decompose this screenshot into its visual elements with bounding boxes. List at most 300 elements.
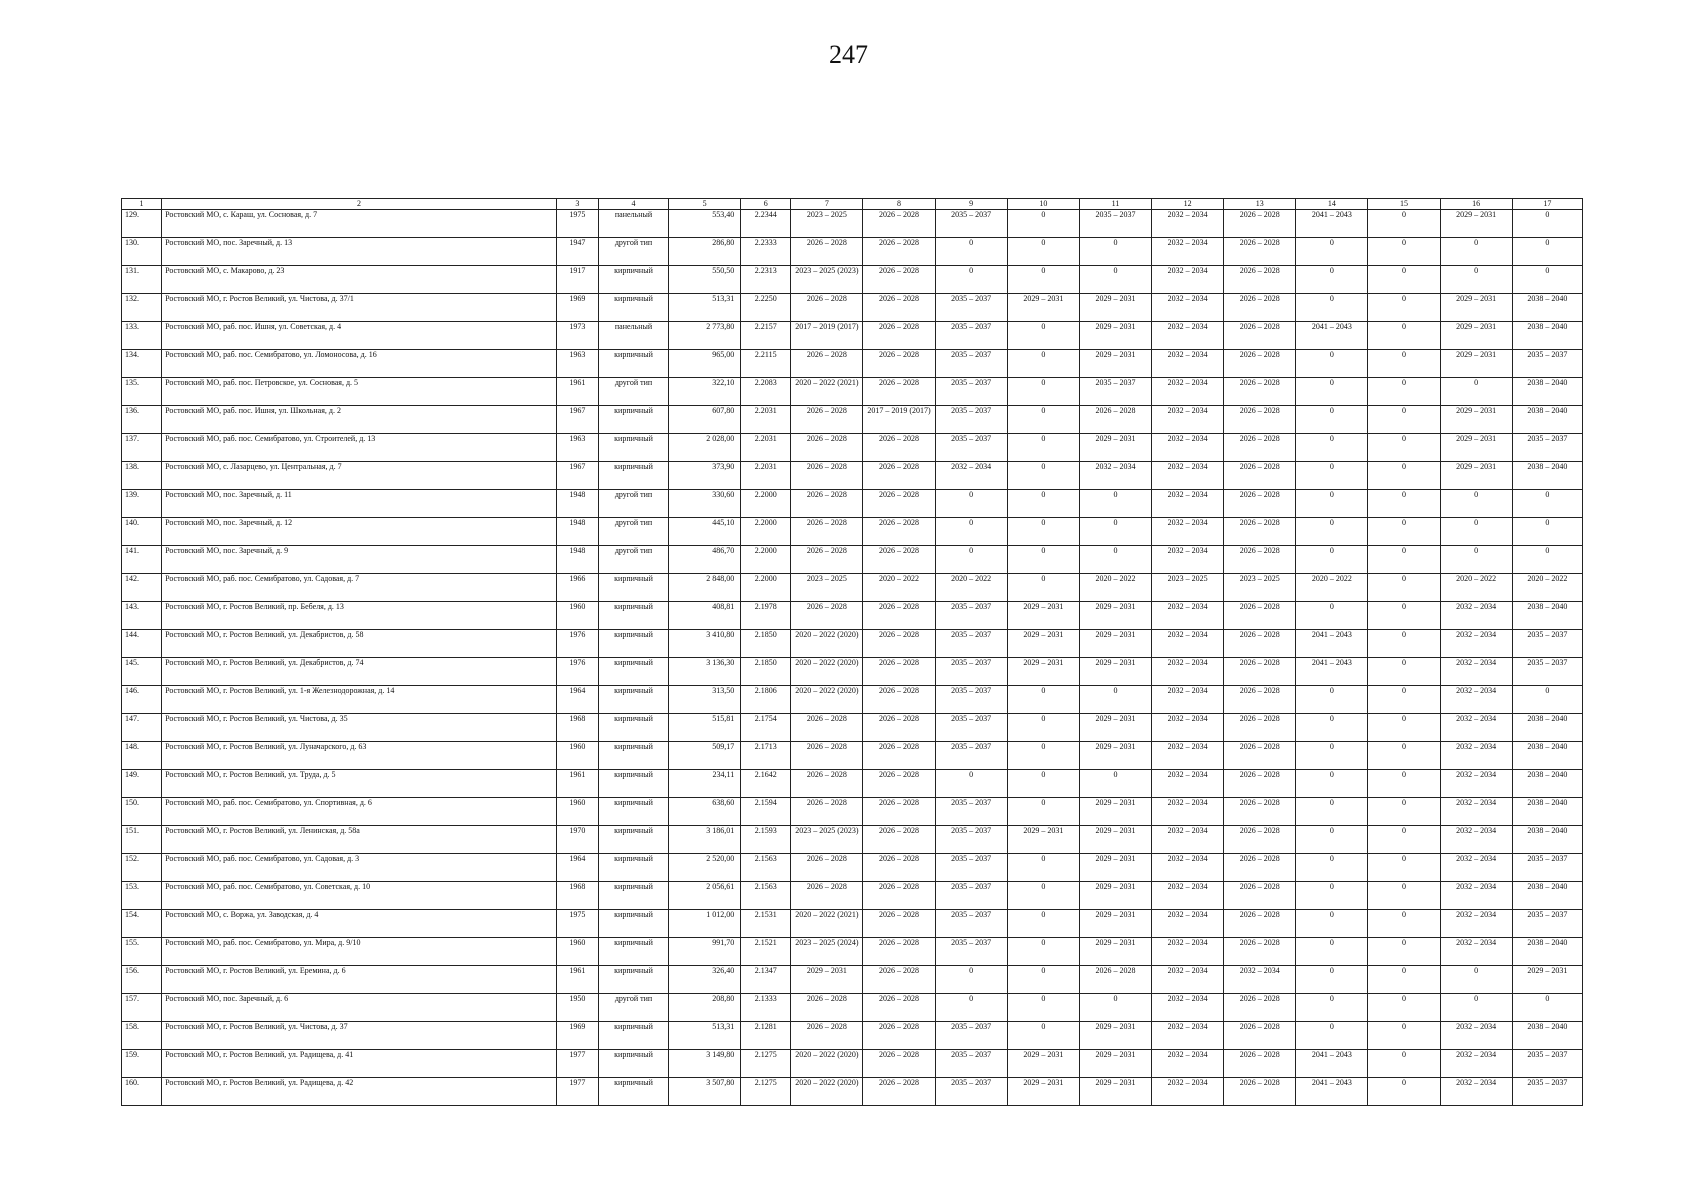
cell-period-16: 2029 – 2031 bbox=[1440, 294, 1512, 322]
cell-period-12: 2032 – 2034 bbox=[1152, 686, 1224, 714]
cell-period-11: 2029 – 2031 bbox=[1079, 1078, 1151, 1106]
cell-period-16: 0 bbox=[1440, 238, 1512, 266]
cell-period-11: 2029 – 2031 bbox=[1079, 742, 1151, 770]
cell-row-number: 156. bbox=[122, 966, 162, 994]
cell-priority-index: 2.1713 bbox=[741, 742, 791, 770]
cell-wall-type: кирпичный bbox=[598, 910, 668, 938]
cell-period-7: 2026 – 2028 bbox=[791, 1022, 863, 1050]
cell-period-17: 2038 – 2040 bbox=[1512, 462, 1582, 490]
cell-period-11: 2020 – 2022 bbox=[1079, 574, 1151, 602]
table-body bbox=[122, 210, 1583, 1106]
cell-period-15: 0 bbox=[1368, 350, 1440, 378]
cell-period-7: 2020 – 2022 (2021) bbox=[791, 378, 863, 406]
cell-period-9: 0 bbox=[935, 994, 1007, 1022]
cell-row-number: 129. bbox=[122, 210, 162, 238]
cell-period-13: 2026 – 2028 bbox=[1224, 518, 1296, 546]
table-row bbox=[122, 1078, 1583, 1106]
cell-period-10: 0 bbox=[1007, 994, 1079, 1022]
cell-period-16: 2032 – 2034 bbox=[1440, 938, 1512, 966]
cell-period-9: 2035 – 2037 bbox=[935, 350, 1007, 378]
cell-period-14: 0 bbox=[1296, 938, 1368, 966]
cell-period-8: 2026 – 2028 bbox=[863, 882, 935, 910]
cell-period-12: 2032 – 2034 bbox=[1152, 854, 1224, 882]
cell-address: Ростовский МО, г. Ростов Великий, ул. Радищева, д. 42 bbox=[162, 1078, 557, 1106]
cell-period-17: 2038 – 2040 bbox=[1512, 938, 1582, 966]
cell-period-13: 2026 – 2028 bbox=[1224, 770, 1296, 798]
cell-period-14: 0 bbox=[1296, 294, 1368, 322]
cell-period-11: 2035 – 2037 bbox=[1079, 378, 1151, 406]
cell-priority-index: 2.1281 bbox=[741, 1022, 791, 1050]
cell-period-14: 2020 – 2022 bbox=[1296, 574, 1368, 602]
cell-period-7: 2026 – 2028 bbox=[791, 742, 863, 770]
cell-period-17: 0 bbox=[1512, 994, 1582, 1022]
cell-period-11: 0 bbox=[1079, 518, 1151, 546]
cell-period-14: 2041 – 2043 bbox=[1296, 1078, 1368, 1106]
cell-address: Ростовский МО, с. Караш, ул. Сосновая, д. 7 bbox=[162, 210, 557, 238]
cell-period-17: 2038 – 2040 bbox=[1512, 798, 1582, 826]
cell-period-17: 2038 – 2040 bbox=[1512, 1022, 1582, 1050]
cell-period-12: 2032 – 2034 bbox=[1152, 910, 1224, 938]
cell-period-7: 2023 – 2025 bbox=[791, 574, 863, 602]
cell-period-15: 0 bbox=[1368, 714, 1440, 742]
cell-period-14: 2041 – 2043 bbox=[1296, 658, 1368, 686]
cell-period-15: 0 bbox=[1368, 434, 1440, 462]
cell-period-8: 2026 – 2028 bbox=[863, 210, 935, 238]
cell-row-number: 135. bbox=[122, 378, 162, 406]
cell-period-8: 2026 – 2028 bbox=[863, 686, 935, 714]
cell-period-11: 2029 – 2031 bbox=[1079, 294, 1151, 322]
cell-period-9: 0 bbox=[935, 518, 1007, 546]
cell-period-15: 0 bbox=[1368, 210, 1440, 238]
cell-period-11: 2029 – 2031 bbox=[1079, 658, 1151, 686]
cell-period-13: 2026 – 2028 bbox=[1224, 882, 1296, 910]
cell-build-year: 1963 bbox=[556, 434, 598, 462]
table-row bbox=[122, 770, 1583, 798]
cell-period-8: 2026 – 2028 bbox=[863, 322, 935, 350]
cell-period-9: 2035 – 2037 bbox=[935, 854, 1007, 882]
cell-period-7: 2020 – 2022 (2021) bbox=[791, 910, 863, 938]
cell-address: Ростовский МО, раб. пос. Семибратово, ул. Спортивная, д. 6 bbox=[162, 798, 557, 826]
cell-wall-type: кирпичный bbox=[598, 266, 668, 294]
cell-period-14: 0 bbox=[1296, 490, 1368, 518]
cell-row-number: 153. bbox=[122, 882, 162, 910]
cell-row-number: 157. bbox=[122, 994, 162, 1022]
cell-period-8: 2026 – 2028 bbox=[863, 350, 935, 378]
cell-area: 208,80 bbox=[669, 994, 741, 1022]
cell-wall-type: другой тип bbox=[598, 490, 668, 518]
cell-build-year: 1976 bbox=[556, 658, 598, 686]
table-row bbox=[122, 602, 1583, 630]
cell-period-17: 2035 – 2037 bbox=[1512, 350, 1582, 378]
cell-period-10: 0 bbox=[1007, 490, 1079, 518]
cell-period-9: 2035 – 2037 bbox=[935, 210, 1007, 238]
cell-row-number: 149. bbox=[122, 770, 162, 798]
cell-period-10: 0 bbox=[1007, 1022, 1079, 1050]
cell-period-9: 0 bbox=[935, 266, 1007, 294]
cell-period-9: 0 bbox=[935, 238, 1007, 266]
cell-period-13: 2026 – 2028 bbox=[1224, 994, 1296, 1022]
table-row bbox=[122, 938, 1583, 966]
cell-period-17: 2029 – 2031 bbox=[1512, 966, 1582, 994]
cell-area: 965,00 bbox=[669, 350, 741, 378]
cell-period-14: 2041 – 2043 bbox=[1296, 1050, 1368, 1078]
cell-area: 550,50 bbox=[669, 266, 741, 294]
cell-row-number: 148. bbox=[122, 742, 162, 770]
table-row bbox=[122, 266, 1583, 294]
cell-period-14: 0 bbox=[1296, 826, 1368, 854]
cell-period-13: 2026 – 2028 bbox=[1224, 602, 1296, 630]
cell-period-10: 0 bbox=[1007, 322, 1079, 350]
cell-period-16: 2029 – 2031 bbox=[1440, 434, 1512, 462]
cell-area: 3 136,30 bbox=[669, 658, 741, 686]
cell-period-8: 2026 – 2028 bbox=[863, 434, 935, 462]
cell-address: Ростовский МО, пос. Заречный, д. 6 bbox=[162, 994, 557, 1022]
cell-period-17: 2038 – 2040 bbox=[1512, 826, 1582, 854]
cell-address: Ростовский МО, г. Ростов Великий, ул. 1-я Железнодорожная, д. 14 bbox=[162, 686, 557, 714]
cell-period-12: 2032 – 2034 bbox=[1152, 350, 1224, 378]
cell-row-number: 142. bbox=[122, 574, 162, 602]
cell-period-14: 0 bbox=[1296, 686, 1368, 714]
cell-period-10: 0 bbox=[1007, 518, 1079, 546]
cell-period-10: 0 bbox=[1007, 574, 1079, 602]
cell-period-10: 0 bbox=[1007, 462, 1079, 490]
cell-priority-index: 2.1806 bbox=[741, 686, 791, 714]
cell-row-number: 136. bbox=[122, 406, 162, 434]
cell-period-14: 0 bbox=[1296, 742, 1368, 770]
cell-build-year: 1976 bbox=[556, 630, 598, 658]
cell-priority-index: 2.2250 bbox=[741, 294, 791, 322]
cell-period-14: 0 bbox=[1296, 350, 1368, 378]
cell-period-7: 2020 – 2022 (2020) bbox=[791, 658, 863, 686]
cell-address: Ростовский МО, г. Ростов Великий, ул. Луначарского, д. 63 bbox=[162, 742, 557, 770]
cell-period-10: 0 bbox=[1007, 434, 1079, 462]
table-header bbox=[122, 199, 1583, 210]
cell-period-8: 2026 – 2028 bbox=[863, 1078, 935, 1106]
page-number: 247 bbox=[829, 40, 868, 69]
cell-priority-index: 2.2031 bbox=[741, 462, 791, 490]
column-header-10: 10 bbox=[1007, 199, 1079, 210]
cell-period-9: 2035 – 2037 bbox=[935, 798, 1007, 826]
cell-period-17: 2038 – 2040 bbox=[1512, 742, 1582, 770]
cell-priority-index: 2.2031 bbox=[741, 434, 791, 462]
cell-period-14: 2041 – 2043 bbox=[1296, 210, 1368, 238]
column-header-12: 12 bbox=[1152, 199, 1224, 210]
cell-build-year: 1961 bbox=[556, 966, 598, 994]
column-number-row bbox=[122, 199, 1583, 210]
cell-period-8: 2026 – 2028 bbox=[863, 630, 935, 658]
table-row bbox=[122, 434, 1583, 462]
cell-period-13: 2026 – 2028 bbox=[1224, 686, 1296, 714]
cell-period-16: 2032 – 2034 bbox=[1440, 910, 1512, 938]
cell-period-11: 0 bbox=[1079, 686, 1151, 714]
cell-priority-index: 2.2083 bbox=[741, 378, 791, 406]
cell-period-16: 2020 – 2022 bbox=[1440, 574, 1512, 602]
cell-period-17: 2035 – 2037 bbox=[1512, 630, 1582, 658]
cell-period-10: 0 bbox=[1007, 938, 1079, 966]
table-row bbox=[122, 462, 1583, 490]
cell-period-10: 0 bbox=[1007, 546, 1079, 574]
cell-period-11: 2029 – 2031 bbox=[1079, 854, 1151, 882]
cell-period-9: 2020 – 2022 bbox=[935, 574, 1007, 602]
cell-address: Ростовский МО, пос. Заречный, д. 13 bbox=[162, 238, 557, 266]
cell-period-16: 2029 – 2031 bbox=[1440, 322, 1512, 350]
cell-period-14: 0 bbox=[1296, 546, 1368, 574]
cell-period-15: 0 bbox=[1368, 798, 1440, 826]
cell-address: Ростовский МО, г. Ростов Великий, ул. Еремина, д. 6 bbox=[162, 966, 557, 994]
cell-period-13: 2026 – 2028 bbox=[1224, 658, 1296, 686]
cell-period-15: 0 bbox=[1368, 518, 1440, 546]
cell-address: Ростовский МО, пос. Заречный, д. 12 bbox=[162, 518, 557, 546]
cell-period-10: 0 bbox=[1007, 350, 1079, 378]
table-row bbox=[122, 1022, 1583, 1050]
cell-area: 513,31 bbox=[669, 1022, 741, 1050]
column-header-2: 2 bbox=[162, 199, 557, 210]
cell-period-13: 2026 – 2028 bbox=[1224, 322, 1296, 350]
cell-period-17: 0 bbox=[1512, 238, 1582, 266]
cell-address: Ростовский МО, с. Воржа, ул. Заводская, д. 4 bbox=[162, 910, 557, 938]
cell-wall-type: кирпичный bbox=[598, 714, 668, 742]
cell-period-14: 0 bbox=[1296, 602, 1368, 630]
cell-area: 3 186,01 bbox=[669, 826, 741, 854]
cell-period-8: 2017 – 2019 (2017) bbox=[863, 406, 935, 434]
cell-period-14: 0 bbox=[1296, 406, 1368, 434]
cell-period-9: 0 bbox=[935, 546, 1007, 574]
cell-address: Ростовский МО, раб. пос. Семибратово, ул. Строителей, д. 13 bbox=[162, 434, 557, 462]
cell-period-17: 2038 – 2040 bbox=[1512, 770, 1582, 798]
cell-period-13: 2023 – 2025 bbox=[1224, 574, 1296, 602]
cell-period-7: 2026 – 2028 bbox=[791, 406, 863, 434]
table-row bbox=[122, 630, 1583, 658]
cell-period-7: 2026 – 2028 bbox=[791, 714, 863, 742]
cell-period-16: 0 bbox=[1440, 266, 1512, 294]
cell-period-11: 2032 – 2034 bbox=[1079, 462, 1151, 490]
cell-address: Ростовский МО, раб. пос. Семибратово, ул. Садовая, д. 3 bbox=[162, 854, 557, 882]
cell-period-17: 2035 – 2037 bbox=[1512, 854, 1582, 882]
cell-period-11: 0 bbox=[1079, 490, 1151, 518]
cell-wall-type: другой тип bbox=[598, 994, 668, 1022]
table-row bbox=[122, 518, 1583, 546]
cell-period-14: 0 bbox=[1296, 714, 1368, 742]
cell-period-16: 0 bbox=[1440, 378, 1512, 406]
cell-period-15: 0 bbox=[1368, 1050, 1440, 1078]
cell-period-11: 2029 – 2031 bbox=[1079, 1050, 1151, 1078]
cell-period-12: 2032 – 2034 bbox=[1152, 798, 1224, 826]
cell-period-7: 2017 – 2019 (2017) bbox=[791, 322, 863, 350]
cell-period-10: 2029 – 2031 bbox=[1007, 658, 1079, 686]
cell-period-15: 0 bbox=[1368, 938, 1440, 966]
cell-period-8: 2026 – 2028 bbox=[863, 518, 935, 546]
table-row bbox=[122, 322, 1583, 350]
cell-period-9: 2035 – 2037 bbox=[935, 1022, 1007, 1050]
cell-period-16: 2032 – 2034 bbox=[1440, 826, 1512, 854]
cell-area: 3 507,80 bbox=[669, 1078, 741, 1106]
cell-period-8: 2026 – 2028 bbox=[863, 602, 935, 630]
cell-period-7: 2026 – 2028 bbox=[791, 546, 863, 574]
cell-area: 2 848,00 bbox=[669, 574, 741, 602]
cell-period-13: 2026 – 2028 bbox=[1224, 294, 1296, 322]
cell-address: Ростовский МО, г. Ростов Великий, ул. Декабристов, д. 74 bbox=[162, 658, 557, 686]
cell-period-9: 2032 – 2034 bbox=[935, 462, 1007, 490]
cell-period-12: 2032 – 2034 bbox=[1152, 266, 1224, 294]
cell-address: Ростовский МО, раб. пос. Ишня, ул. Советская, д. 4 bbox=[162, 322, 557, 350]
cell-area: 330,60 bbox=[669, 490, 741, 518]
cell-area: 234,11 bbox=[669, 770, 741, 798]
cell-period-13: 2026 – 2028 bbox=[1224, 910, 1296, 938]
cell-period-13: 2026 – 2028 bbox=[1224, 238, 1296, 266]
cell-build-year: 1948 bbox=[556, 490, 598, 518]
cell-period-9: 2035 – 2037 bbox=[935, 1078, 1007, 1106]
cell-period-8: 2026 – 2028 bbox=[863, 1022, 935, 1050]
cell-period-11: 2035 – 2037 bbox=[1079, 210, 1151, 238]
cell-period-15: 0 bbox=[1368, 966, 1440, 994]
cell-address: Ростовский МО, раб. пос. Петровское, ул. Сосновая, д. 5 bbox=[162, 378, 557, 406]
cell-build-year: 1960 bbox=[556, 938, 598, 966]
cell-period-17: 2020 – 2022 bbox=[1512, 574, 1582, 602]
cell-period-17: 0 bbox=[1512, 266, 1582, 294]
table-row bbox=[122, 658, 1583, 686]
cell-period-13: 2026 – 2028 bbox=[1224, 546, 1296, 574]
cell-period-16: 0 bbox=[1440, 546, 1512, 574]
cell-area: 286,80 bbox=[669, 238, 741, 266]
table-row bbox=[122, 238, 1583, 266]
cell-period-12: 2032 – 2034 bbox=[1152, 406, 1224, 434]
cell-priority-index: 2.2000 bbox=[741, 518, 791, 546]
cell-row-number: 137. bbox=[122, 434, 162, 462]
cell-period-8: 2026 – 2028 bbox=[863, 966, 935, 994]
cell-period-17: 2035 – 2037 bbox=[1512, 658, 1582, 686]
cell-row-number: 151. bbox=[122, 826, 162, 854]
cell-build-year: 1977 bbox=[556, 1050, 598, 1078]
cell-period-8: 2026 – 2028 bbox=[863, 1050, 935, 1078]
cell-period-7: 2020 – 2022 (2020) bbox=[791, 1078, 863, 1106]
cell-period-15: 0 bbox=[1368, 574, 1440, 602]
cell-priority-index: 2.1531 bbox=[741, 910, 791, 938]
cell-period-12: 2032 – 2034 bbox=[1152, 238, 1224, 266]
cell-period-12: 2032 – 2034 bbox=[1152, 490, 1224, 518]
cell-area: 515,81 bbox=[669, 714, 741, 742]
cell-period-12: 2023 – 2025 bbox=[1152, 574, 1224, 602]
cell-row-number: 132. bbox=[122, 294, 162, 322]
cell-period-7: 2026 – 2028 bbox=[791, 294, 863, 322]
cell-period-9: 2035 – 2037 bbox=[935, 826, 1007, 854]
cell-period-8: 2026 – 2028 bbox=[863, 546, 935, 574]
cell-wall-type: кирпичный bbox=[598, 462, 668, 490]
cell-build-year: 1961 bbox=[556, 378, 598, 406]
cell-period-7: 2026 – 2028 bbox=[791, 994, 863, 1022]
cell-period-10: 0 bbox=[1007, 714, 1079, 742]
cell-period-14: 2041 – 2043 bbox=[1296, 630, 1368, 658]
cell-address: Ростовский МО, раб. пос. Семибратово, ул. Советская, д. 10 bbox=[162, 882, 557, 910]
cell-period-10: 0 bbox=[1007, 406, 1079, 434]
cell-period-14: 0 bbox=[1296, 266, 1368, 294]
cell-wall-type: кирпичный bbox=[598, 686, 668, 714]
cell-area: 509,17 bbox=[669, 742, 741, 770]
cell-period-15: 0 bbox=[1368, 630, 1440, 658]
cell-period-14: 0 bbox=[1296, 1022, 1368, 1050]
cell-row-number: 138. bbox=[122, 462, 162, 490]
cell-period-10: 0 bbox=[1007, 770, 1079, 798]
cell-period-9: 0 bbox=[935, 770, 1007, 798]
cell-period-13: 2026 – 2028 bbox=[1224, 630, 1296, 658]
cell-period-17: 2035 – 2037 bbox=[1512, 1050, 1582, 1078]
cell-row-number: 158. bbox=[122, 1022, 162, 1050]
cell-area: 322,10 bbox=[669, 378, 741, 406]
cell-period-9: 2035 – 2037 bbox=[935, 882, 1007, 910]
cell-wall-type: другой тип bbox=[598, 378, 668, 406]
cell-period-16: 2029 – 2031 bbox=[1440, 350, 1512, 378]
cell-period-7: 2020 – 2022 (2020) bbox=[791, 1050, 863, 1078]
cell-period-8: 2026 – 2028 bbox=[863, 742, 935, 770]
table-row bbox=[122, 406, 1583, 434]
cell-build-year: 1950 bbox=[556, 994, 598, 1022]
cell-period-17: 2035 – 2037 bbox=[1512, 1078, 1582, 1106]
cell-period-11: 2026 – 2028 bbox=[1079, 966, 1151, 994]
cell-period-8: 2026 – 2028 bbox=[863, 378, 935, 406]
cell-period-12: 2032 – 2034 bbox=[1152, 210, 1224, 238]
cell-period-9: 2035 – 2037 bbox=[935, 658, 1007, 686]
cell-period-9: 2035 – 2037 bbox=[935, 686, 1007, 714]
cell-build-year: 1968 bbox=[556, 882, 598, 910]
cell-area: 607,80 bbox=[669, 406, 741, 434]
cell-wall-type: другой тип bbox=[598, 546, 668, 574]
table-row bbox=[122, 574, 1583, 602]
cell-period-10: 0 bbox=[1007, 966, 1079, 994]
cell-period-15: 0 bbox=[1368, 546, 1440, 574]
cell-build-year: 1975 bbox=[556, 210, 598, 238]
cell-build-year: 1968 bbox=[556, 714, 598, 742]
cell-period-9: 2035 – 2037 bbox=[935, 602, 1007, 630]
cell-row-number: 131. bbox=[122, 266, 162, 294]
cell-wall-type: кирпичный bbox=[598, 630, 668, 658]
cell-period-17: 0 bbox=[1512, 546, 1582, 574]
cell-period-16: 2032 – 2034 bbox=[1440, 1022, 1512, 1050]
cell-period-10: 0 bbox=[1007, 686, 1079, 714]
cell-row-number: 140. bbox=[122, 518, 162, 546]
cell-period-11: 2029 – 2031 bbox=[1079, 322, 1151, 350]
cell-period-16: 2029 – 2031 bbox=[1440, 406, 1512, 434]
cell-period-8: 2026 – 2028 bbox=[863, 826, 935, 854]
cell-period-7: 2020 – 2022 (2020) bbox=[791, 630, 863, 658]
table-row bbox=[122, 686, 1583, 714]
housing-schedule-table bbox=[121, 198, 1583, 1106]
cell-priority-index: 2.1333 bbox=[741, 994, 791, 1022]
cell-period-15: 0 bbox=[1368, 770, 1440, 798]
cell-period-16: 2029 – 2031 bbox=[1440, 210, 1512, 238]
cell-row-number: 159. bbox=[122, 1050, 162, 1078]
cell-period-11: 2029 – 2031 bbox=[1079, 434, 1151, 462]
table-row bbox=[122, 882, 1583, 910]
cell-period-8: 2026 – 2028 bbox=[863, 910, 935, 938]
column-header-11: 11 bbox=[1079, 199, 1151, 210]
column-header-7: 7 bbox=[791, 199, 863, 210]
cell-area: 2 773,80 bbox=[669, 322, 741, 350]
cell-wall-type: кирпичный bbox=[598, 826, 668, 854]
cell-period-12: 2032 – 2034 bbox=[1152, 1050, 1224, 1078]
cell-period-10: 0 bbox=[1007, 854, 1079, 882]
cell-period-11: 0 bbox=[1079, 238, 1151, 266]
column-header-8: 8 bbox=[863, 199, 935, 210]
cell-address: Ростовский МО, г. Ростов Великий, ул. Чистова, д. 37/1 bbox=[162, 294, 557, 322]
cell-period-13: 2026 – 2028 bbox=[1224, 1022, 1296, 1050]
cell-period-7: 2023 – 2025 (2023) bbox=[791, 826, 863, 854]
cell-row-number: 150. bbox=[122, 798, 162, 826]
column-header-6: 6 bbox=[741, 199, 791, 210]
cell-build-year: 1977 bbox=[556, 1078, 598, 1106]
cell-wall-type: кирпичный bbox=[598, 798, 668, 826]
cell-period-10: 0 bbox=[1007, 910, 1079, 938]
cell-row-number: 139. bbox=[122, 490, 162, 518]
cell-area: 1 012,00 bbox=[669, 910, 741, 938]
